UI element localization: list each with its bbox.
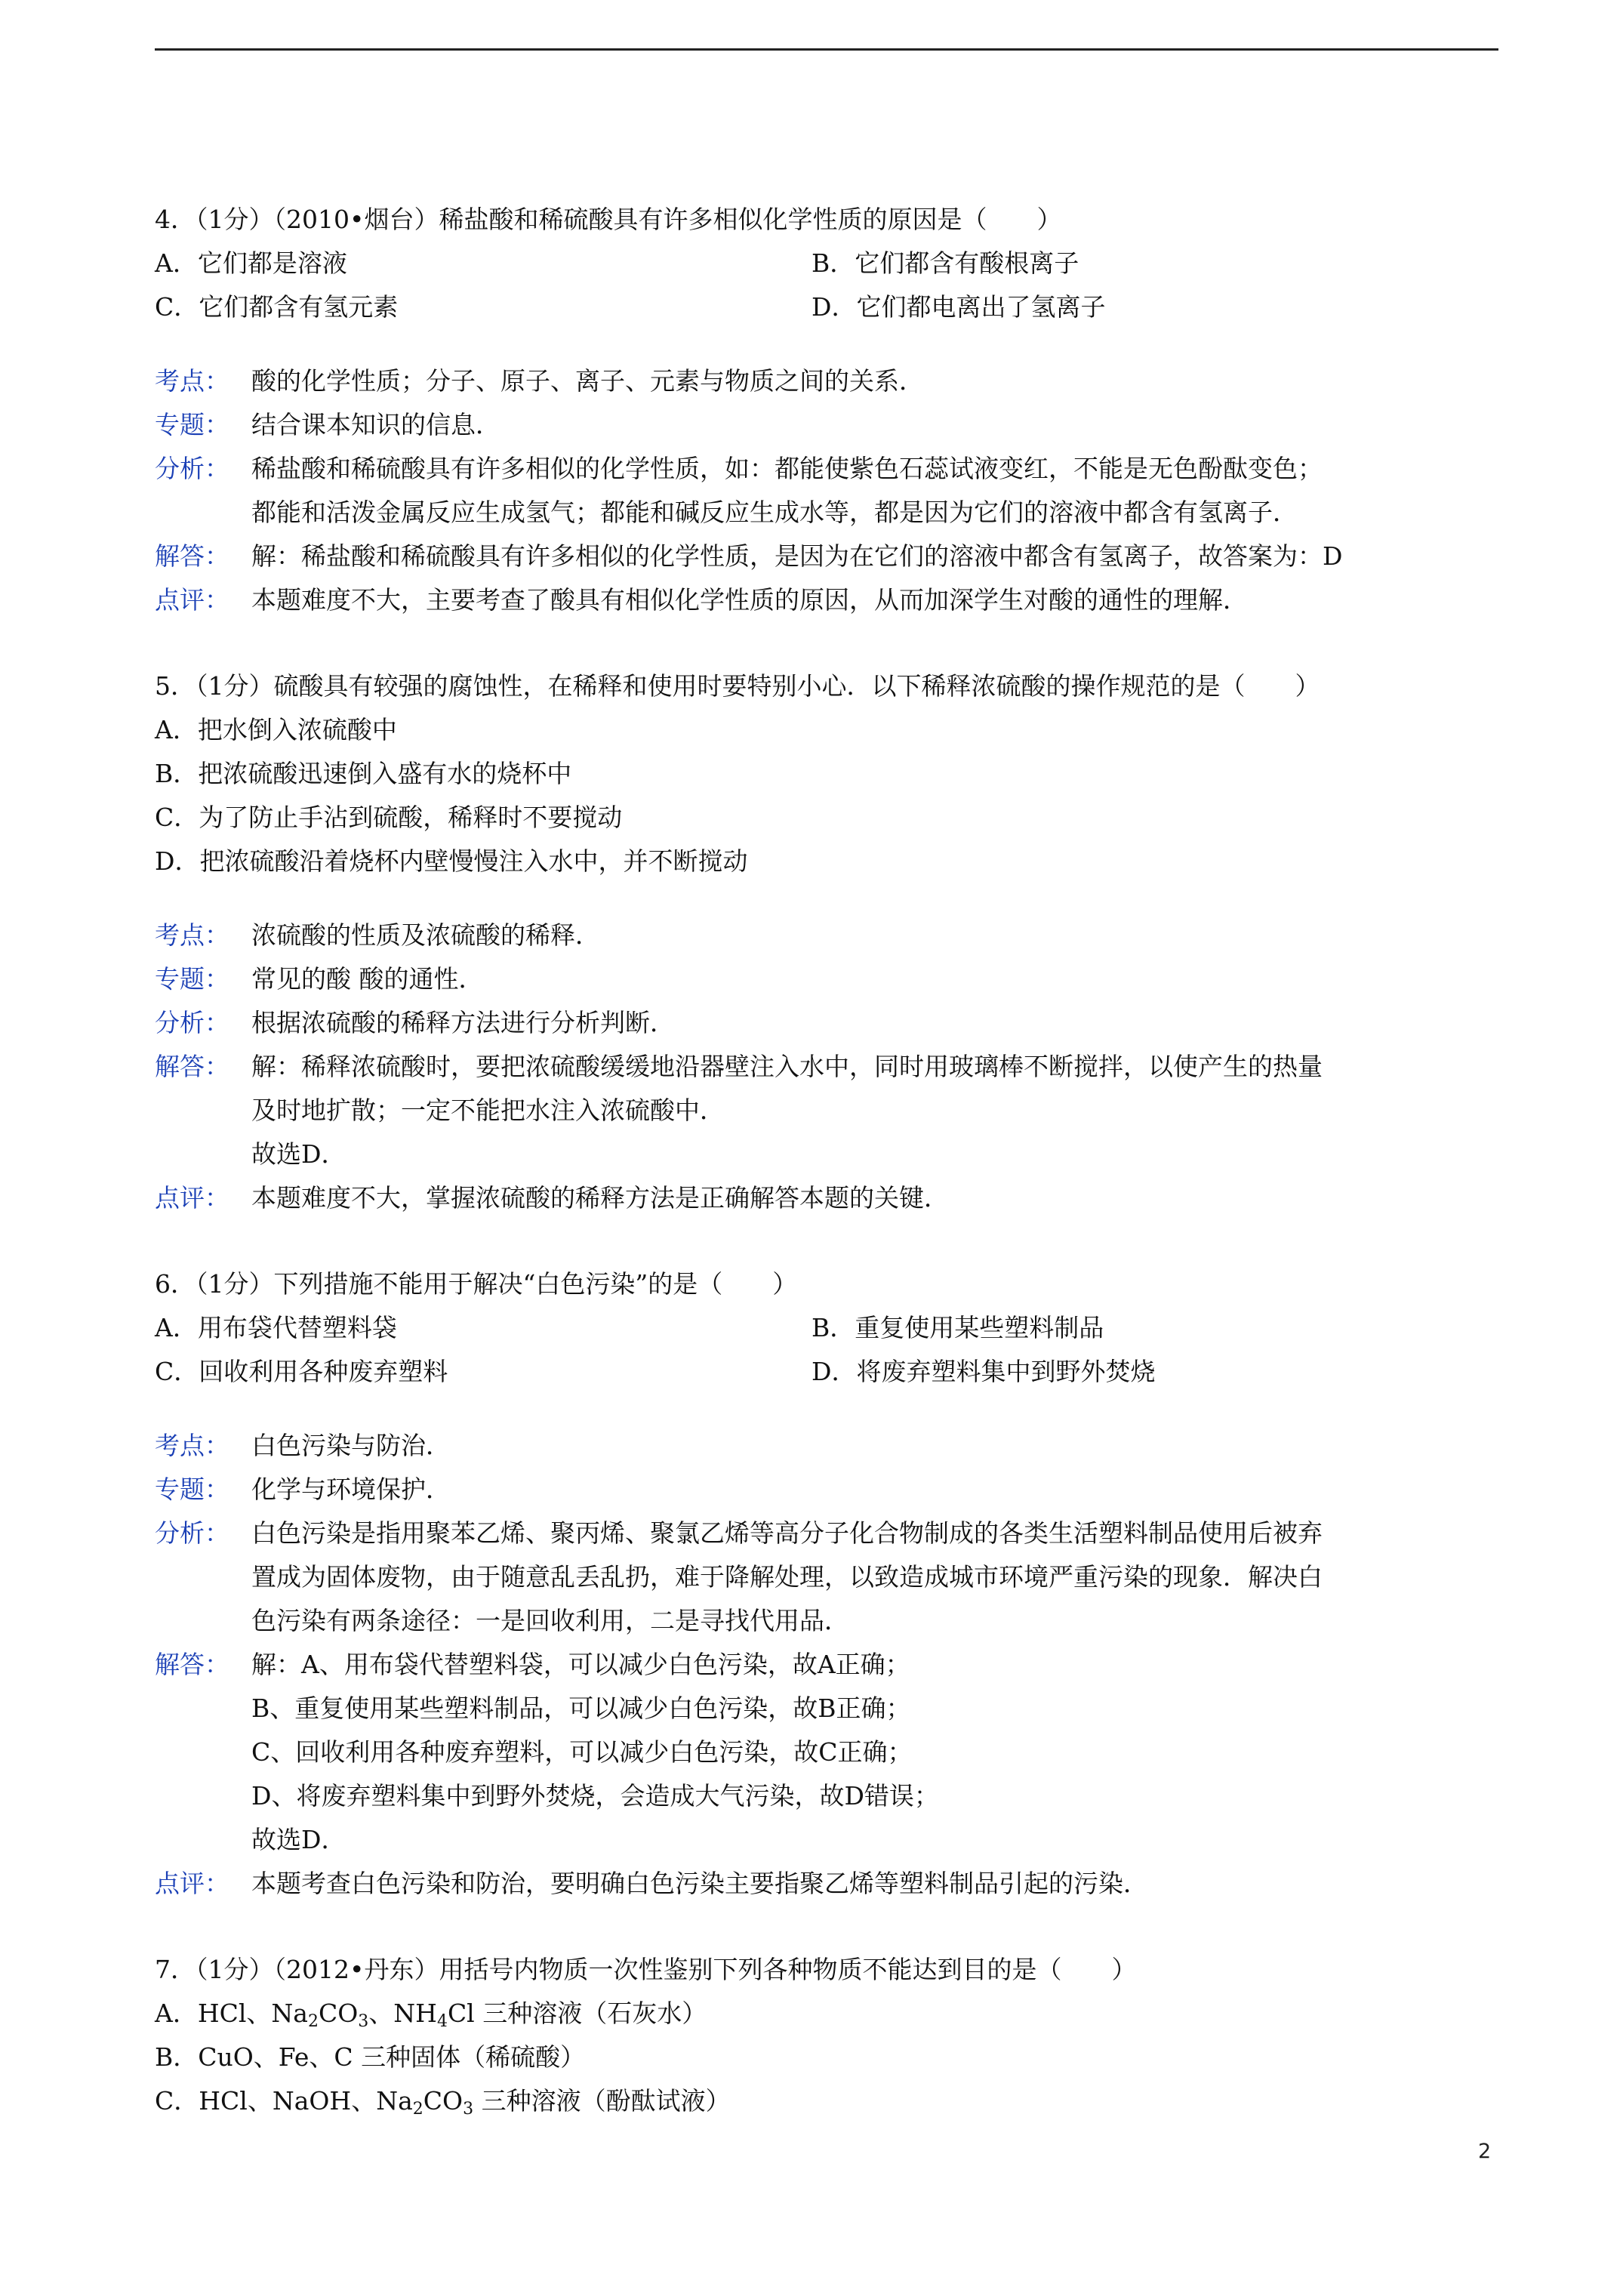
label-zhuanti: 专题： [155, 964, 229, 994]
label-jieda: 解答： [155, 1650, 229, 1679]
jieda-line: 解：稀盐酸和稀硫酸具有许多相似的化学性质，是因为在它们的溶液中都含有氢离子，故答案为：D [251, 541, 1343, 571]
option-c: C．回收利用各种废弃塑料 [155, 1357, 448, 1386]
option-c-text: 三种溶液（酚酞试液） [473, 2086, 731, 2116]
kaodian-text: 白色污染与防治． [251, 1431, 451, 1460]
fenxi-line: 置成为固体废物，由于随意乱丢乱扔，难于降解处理，以致造成城市环境严重污染的现象．解决白 [251, 1562, 1323, 1592]
question-6 [155, 1262, 1498, 1906]
option-c [155, 2079, 1498, 2123]
zhuanti-text: 化学与环境保护． [251, 1475, 451, 1504]
option-b: B．它们都含有酸根离子 [812, 248, 1079, 278]
question-stem: 6．（1分）下列措施不能用于解决“白色污染”的是（ ） [155, 1269, 798, 1299]
option-a-text: 、NH [368, 1999, 437, 2028]
page-number: 2 [1478, 2140, 1492, 2163]
subscript: 3 [463, 2100, 474, 2119]
option-a: A．它们都是溶液 [155, 248, 347, 278]
label-zhuanti: 专题： [155, 410, 229, 439]
label-kaodian: 考点： [155, 1431, 229, 1460]
option-a-text: CO [318, 1999, 359, 2028]
option-b: B．CuO、Fe、C 三种固体（稀硫酸） [155, 2042, 586, 2072]
option-d: D．将废弃塑料集中到野外焚烧 [812, 1357, 1156, 1386]
page-content [155, 198, 1498, 2123]
fenxi-line: 稀盐酸和稀硫酸具有许多相似的化学性质，如：都能使紫色石蕊试液变红，不能是无色酚酞变色； [251, 454, 1323, 483]
label-kaodian: 考点： [155, 920, 229, 950]
subscript: 2 [412, 2100, 423, 2119]
option-b: B．把浓硫酸迅速倒入盛有水的烧杯中 [155, 759, 572, 788]
option-d: D．它们都电离出了氢离子 [812, 292, 1106, 322]
label-fenxi: 分析： [155, 454, 229, 483]
dianping-text: 本题难度不大，主要考查了酸具有相似化学性质的原因，从而加深学生对酸的通性的理解． [251, 585, 1248, 615]
option-c: C．它们都含有氢元素 [155, 292, 399, 322]
header-rule [155, 48, 1498, 51]
label-jieda: 解答： [155, 1052, 229, 1081]
question-stem: 5．（1分）硫酸具有较强的腐蚀性，在稀释和使用时要特别小心．以下稀释浓硫酸的操作规范的是（ ） [155, 671, 1320, 701]
option-b: B．重复使用某些塑料制品 [812, 1313, 1104, 1342]
zhuanti-text: 常见的酸 酸的通性． [251, 964, 484, 994]
jieda-line: 故选D． [251, 1825, 346, 1854]
option-a-text: Cl 三种溶液（石灰水） [447, 1999, 707, 2028]
analysis [155, 1424, 1498, 1906]
question-4 [155, 198, 1498, 622]
kaodian-text: 酸的化学性质；分子、原子、离子、元素与物质之间的关系． [251, 366, 924, 396]
jieda-line: 故选D． [251, 1139, 346, 1169]
options-row [155, 242, 1498, 285]
options-row [155, 1350, 1498, 1394]
kaodian-text: 浓硫酸的性质及浓硫酸的稀释． [251, 920, 600, 950]
label-zhuanti: 专题： [155, 1475, 229, 1504]
option-a: A．用布袋代替塑料袋 [155, 1313, 397, 1342]
subscript: 4 [436, 2012, 448, 2031]
fenxi-line: 根据浓硫酸的稀释方法进行分析判断． [251, 1008, 675, 1037]
label-jieda: 解答： [155, 541, 229, 571]
dianping-text: 本题难度不大，掌握浓硫酸的稀释方法是正确解答本题的关键． [251, 1183, 949, 1213]
dianping-text: 本题考查白色污染和防治，要明确白色污染主要指聚乙烯等塑料制品引起的污染． [251, 1869, 1148, 1898]
fenxi-line: 色污染有两条途径：一是回收利用，二是寻找代用品． [251, 1606, 849, 1635]
fenxi-line: 白色污染是指用聚苯乙烯、聚丙烯、聚氯乙烯等高分子化合物制成的各类生活塑料制品使用后被弃 [251, 1518, 1323, 1548]
jieda-line: C、回收利用各种废弃塑料，可以减少白色污染，故C正确； [251, 1737, 913, 1767]
analysis [155, 359, 1498, 622]
options-row [155, 285, 1498, 329]
question-stem: 7．（1分）（2012•丹东）用括号内物质一次性鉴别下列各种物质不能达到目的是（ ） [155, 1955, 1137, 1984]
fenxi-line: 都能和活泼金属反应生成氢气；都能和碱反应生成水等，都是因为它们的溶液中都含有氢离子． [251, 498, 1298, 527]
question-7 [155, 1948, 1498, 2123]
jieda-line: 解：稀释浓硫酸时，要把浓硫酸缓缓地沿器壁注入水中，同时用玻璃棒不断搅拌，以使产生的热量 [251, 1052, 1323, 1081]
subscript: 3 [358, 2012, 369, 2031]
question-stem: 4．（1分）（2010•烟台）稀盐酸和稀硫酸具有许多相似化学性质的原因是（ ） [155, 205, 1062, 234]
label-dianping: 点评： [155, 585, 229, 615]
option-a-text: A．HCl、Na [155, 1999, 308, 2028]
analysis [155, 914, 1498, 1220]
label-fenxi: 分析： [155, 1008, 229, 1037]
jieda-line: B、重复使用某些塑料制品，可以减少白色污染，故B正确； [251, 1693, 911, 1723]
option-d: D．把浓硫酸沿着烧杯内壁慢慢注入水中，并不断搅动 [155, 846, 748, 876]
options-row [155, 1306, 1498, 1350]
option-c-text: C．HCl、NaOH、Na [155, 2086, 413, 2116]
jieda-line: 解：A、用布袋代替塑料袋，可以减少白色污染，故A正确； [251, 1650, 910, 1679]
option-a [155, 1992, 1498, 2036]
question-5 [155, 664, 1498, 1220]
jieda-line: D、将废弃塑料集中到野外焚烧，会造成大气污染，故D错误； [251, 1781, 939, 1811]
label-dianping: 点评： [155, 1183, 229, 1213]
zhuanti-text: 结合课本知识的信息． [251, 410, 500, 439]
option-a: A．把水倒入浓硫酸中 [155, 715, 397, 744]
subscript: 2 [307, 2012, 319, 2031]
label-fenxi: 分析： [155, 1518, 229, 1548]
jieda-line: 及时地扩散；一定不能把水注入浓硫酸中． [251, 1096, 725, 1125]
option-c: C．为了防止手沾到硫酸，稀释时不要搅动 [155, 803, 623, 832]
label-dianping: 点评： [155, 1869, 229, 1898]
option-c-text: CO [423, 2086, 463, 2116]
label-kaodian: 考点： [155, 366, 229, 396]
